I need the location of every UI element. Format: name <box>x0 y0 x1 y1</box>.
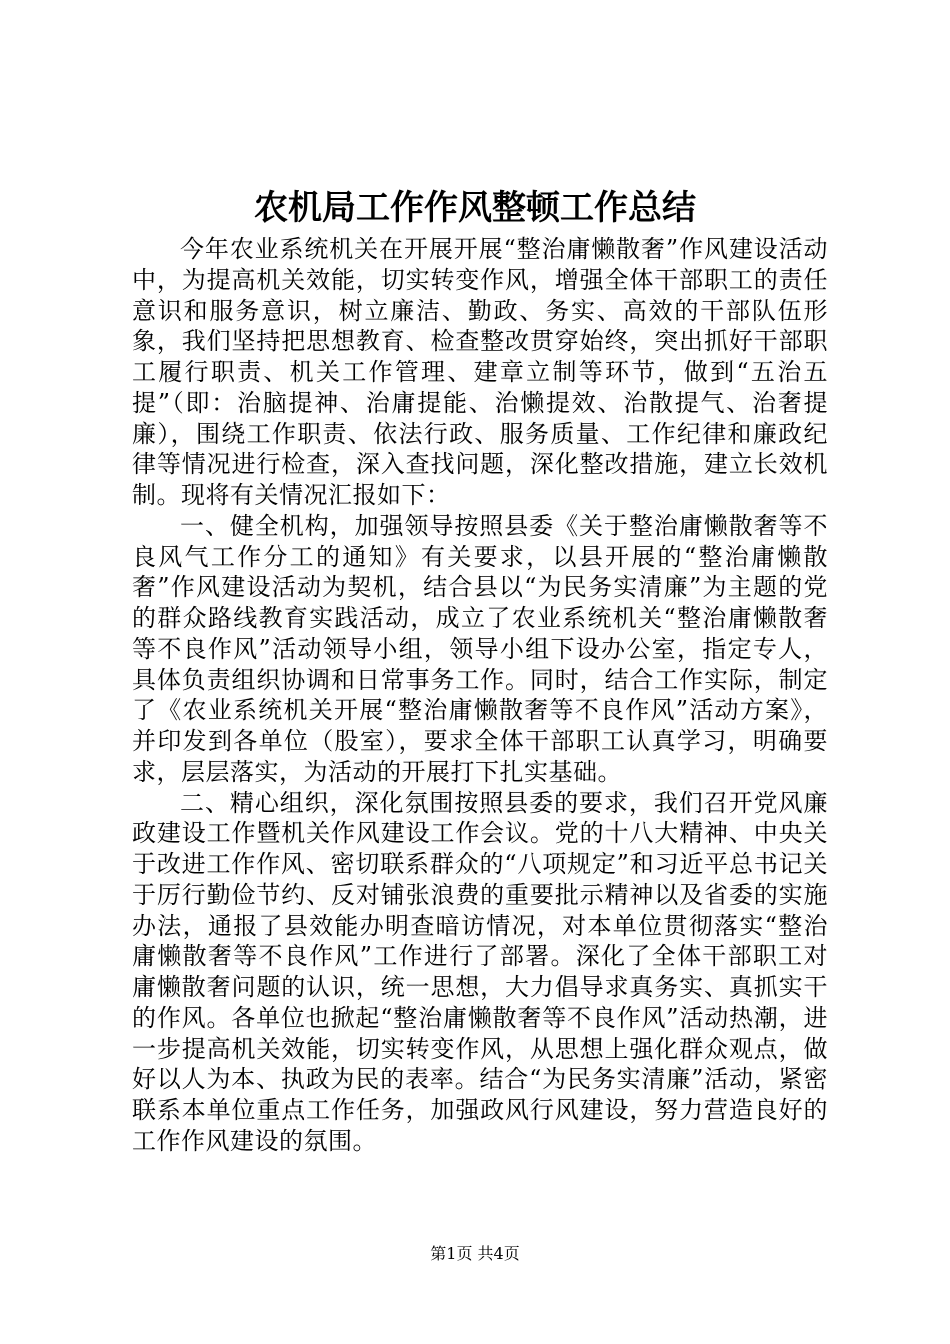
document-body <box>132 234 828 1157</box>
document-title: 农机局工作作风整顿工作总结 <box>254 188 696 228</box>
paragraph-section-two: 二、精心组织，深化氛围按照县委的要求，我们召开党风廉政建设工作暨机关作风建设工作会议。党的十八大精神、中央关于改进工作作风、密切联系群众的“八项规定”和习近平总书记关于厉行勤俭节约、反对铺张浪费的重要批示精神以及省委的实施办法，通报了县效能办明查暗访情况，对本单位贯彻落实“整治庸懒散奢等不良作风”工作进行了部署。深化了全体干部职工对庸懒散奢问题的认识，统一思想，大力倡导求真务实、真抓实干的作风。各单位也掀起“整治庸懒散奢等不良作风”活动热潮，进一步提高机关效能，切实转变作风，从思想上强化群众观点，做好以人为本、执政为民的表率。结合“为民务实清廉”活动，紧密联系本单位重点工作任务，加强政风行风建设，努力营造良好的工作作风建设的氛围。 <box>132 788 828 1155</box>
paragraph-section-one: 一、健全机构，加强领导按照县委《关于整治庸懒散奢等不良风气工作分工的通知》有关要求，以县开展的“整治庸懒散奢”作风建设活动为契机，结合县以“为民务实清廉”为主题的党的群众路线教育实践活动，成立了农业系统机关“整治庸懒散奢等不良作风”活动领导小组，领导小组下设办公室，指定专人，具体负责组织协调和日常事务工作。同时，结合工作实际，制定了《农业系统机关开展“整治庸懒散奢等不良作风”活动方案》，并印发到各单位（股室），要求全体干部职工认真学习，明确要求，层层落实，为活动的开展打下扎实基础。 <box>132 511 828 786</box>
page-number-footer: 第1页 共4页 <box>430 1244 520 1263</box>
paragraph-intro: 今年农业系统机关在开展开展“整治庸懒散奢”作风建设活动中，为提高机关效能，切实转变作风，增强全体干部职工的责任意识和服务意识，树立廉洁、勤政、务实、高效的干部队伍形象，我们坚持把思想教育、检查整改贯穿始终，突出抓好干部职工履行职责、机关工作管理、建章立制等环节，做到“五治五提”（即：治脑提神、治庸提能、治懒提效、治散提气、治奢提廉），围绕工作职责、依法行政、服务质量、工作纪律和廉政纪律等情况进行检查，深入查找问题，深化整改措施，建立长效机制。现将有关情况汇报如下： <box>132 235 828 509</box>
